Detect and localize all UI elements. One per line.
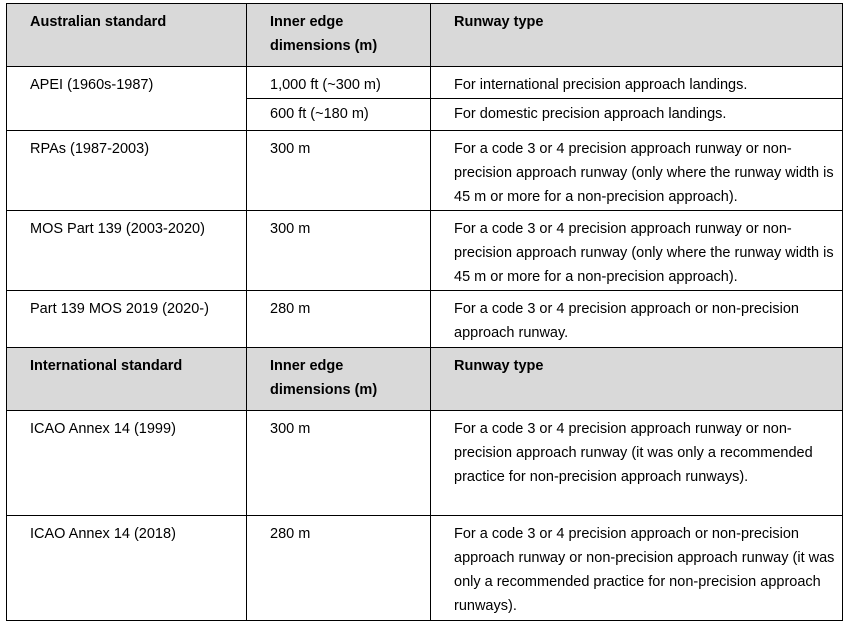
dimension-cell: 280 m: [247, 516, 431, 621]
dimension-cell: 280 m: [247, 291, 431, 348]
table-header-australian: [7, 4, 843, 67]
runway-type-cell: For a code 3 or 4 precision approach or non-precision approach runway.: [431, 291, 843, 348]
runway-type-cell: For international precision approach landings.: [431, 67, 843, 99]
table-row: [7, 411, 843, 516]
table-row: [7, 516, 843, 621]
header-standard: Australian standard: [7, 4, 247, 67]
table-row: [7, 131, 843, 211]
header-inner-edge: Inner edge dimensions (m): [247, 4, 431, 67]
standard-cell: MOS Part 139 (2003-2020): [7, 211, 247, 291]
runway-standards-table: [6, 3, 843, 621]
table-row: [7, 211, 843, 291]
standard-cell: RPAs (1987-2003): [7, 131, 247, 211]
dimension-cell: 300 m: [247, 211, 431, 291]
runway-type-cell: For a code 3 or 4 precision approach runway or non-precision approach runway (only where the runway width is 45 m or more for a non-precision approach).: [431, 131, 843, 211]
standard-cell: ICAO Annex 14 (2018): [7, 516, 247, 621]
header-runway-type: Runway type: [431, 4, 843, 67]
runway-type-cell: For domestic precision approach landings.: [431, 99, 843, 131]
runway-type-cell: For a code 3 or 4 precision approach runway or non-precision approach runway (it was only a recommended practice for non-precision approach runways).: [431, 411, 843, 516]
standard-cell: ICAO Annex 14 (1999): [7, 411, 247, 516]
runway-type-cell: For a code 3 or 4 precision approach runway or non-precision approach runway (only where the runway width is 45 m or more for a non-precision approach).: [431, 211, 843, 291]
header-inner-edge: Inner edge dimensions (m): [247, 348, 431, 411]
header-runway-type: Runway type: [431, 348, 843, 411]
dimension-cell: 600 ft (~180 m): [247, 99, 431, 131]
table-row: [7, 291, 843, 348]
dimension-cell: 300 m: [247, 131, 431, 211]
dimension-cell: 1,000 ft (~300 m): [247, 67, 431, 99]
table-row: [7, 67, 843, 99]
header-standard: International standard: [7, 348, 247, 411]
standard-cell: APEI (1960s-1987): [7, 67, 247, 131]
standard-cell: Part 139 MOS 2019 (2020-): [7, 291, 247, 348]
dimension-cell: 300 m: [247, 411, 431, 516]
runway-type-cell: For a code 3 or 4 precision approach or non-precision approach runway or non-precision approach runway (it was only a recommended practice for non-precision approach runways).: [431, 516, 843, 621]
table-header-international: [7, 348, 843, 411]
